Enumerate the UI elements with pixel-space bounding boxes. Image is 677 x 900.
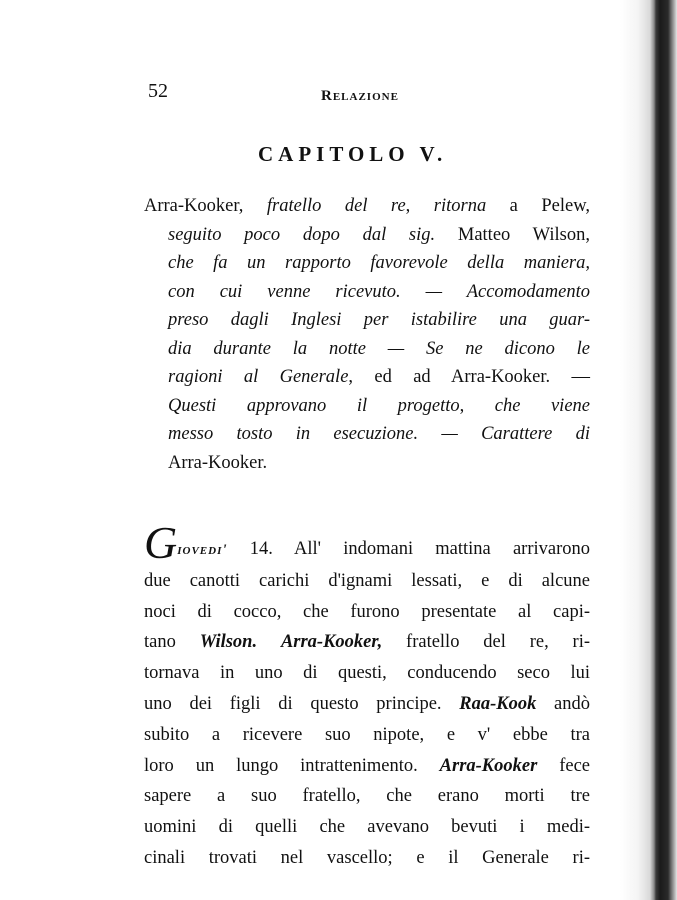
body-line: uno dei figli di questo principe. Raa-Kook andò <box>144 693 590 714</box>
page-binding-edge <box>620 0 677 900</box>
summary-line: messo tosto in esecuzione. — Carattere di <box>168 424 590 444</box>
body-line: loro un lungo intrattenimento. Arra-Kooker fece <box>144 755 590 776</box>
chapter-summary <box>144 192 590 477</box>
summary-line: che fa un rapporto favorevole della maniera, <box>168 253 590 273</box>
page-header <box>148 78 588 108</box>
summary-line: Arra-Kooker. <box>168 452 268 473</box>
body-line: uomini di quelli che avevano bevuti i medi- <box>144 817 590 838</box>
body-line: cinali trovati nel vascello; e il Generale ri- <box>144 847 590 868</box>
summary-line: preso dagli Inglesi per istabilire una guar- <box>168 310 590 330</box>
body-paragraph <box>144 517 591 874</box>
summary-line: ragioni al Generale, ed ad Arra-Kooker. — <box>168 367 591 387</box>
running-title: Relazione <box>321 88 399 104</box>
body-line: tornava in uno di questi, conducendo seco lui <box>144 663 590 684</box>
body-line: noci di cocco, che furono presentate al capi- <box>144 601 590 622</box>
body-line: sapere a suo fratello, che erano morti tre <box>144 786 590 807</box>
summary-line: Questi approvano il progetto, che viene <box>168 395 590 416</box>
body-line: Giovedi' 14. All' indomani mattina arrivarono <box>144 517 591 568</box>
drop-cap: G <box>144 517 178 568</box>
chapter-title: CAPITOLO V. <box>258 142 448 166</box>
body-line: tano Wilson. Arra-Kooker, fratello del re, ri- <box>144 632 590 653</box>
page-number: 52 <box>148 80 168 102</box>
body-line: subito a ricevere suo nipote, e v' ebbe tra <box>144 724 590 745</box>
summary-line: Arra-Kooker, fratello del re, ritorna a Pelew, <box>144 196 591 216</box>
body-line: due canotti carichi d'ignami lessati, e di alcune <box>144 570 590 591</box>
summary-line: seguito poco dopo dal sig. Matteo Wilson, <box>168 224 590 245</box>
summary-line: dia durante la notte — Se ne dicono le <box>168 338 590 359</box>
summary-line: con cui venne ricevuto. — Accomodamento <box>168 281 590 302</box>
